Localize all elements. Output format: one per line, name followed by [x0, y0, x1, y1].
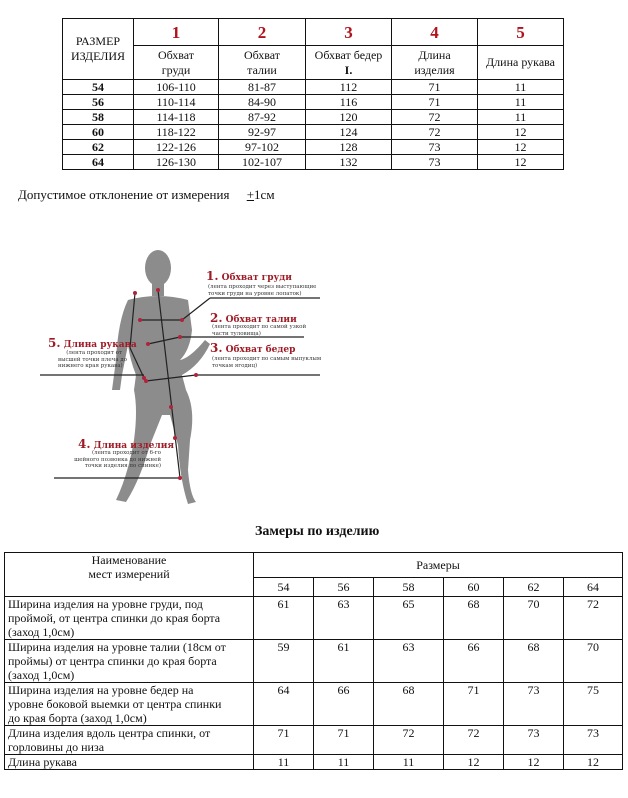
size-row: [63, 95, 564, 110]
size-cell: 114-118: [134, 110, 219, 125]
body-silhouette-diagram: [40, 240, 340, 515]
measurement-name-line: проймой, от центра спинки до края борта: [8, 611, 221, 625]
measurement-value: 72: [444, 726, 504, 755]
measurement-name-line: Ширина изделия на уровне бедер на: [8, 683, 194, 697]
column-number-1: 1: [134, 19, 219, 46]
measurement-value: 66: [314, 683, 374, 726]
column-header-sleeve: Длина рукава: [478, 46, 564, 80]
measurement-name-line: горловины до низа: [8, 740, 105, 754]
garment-measurements-table: [4, 552, 623, 770]
measurement-value: 12: [564, 755, 623, 770]
size-cell: 122-126: [134, 140, 219, 155]
size-row: [63, 125, 564, 140]
size-column-header: 58: [374, 578, 444, 597]
measurement-name: [5, 726, 254, 755]
measurement-name-line: Длина рукава: [8, 755, 77, 769]
measurement-name-line: (заход 1,0см): [8, 625, 75, 639]
measurement-name-line: уровне боковой выемки от центра спинки: [8, 697, 222, 711]
size-cell: 106-110: [134, 80, 219, 95]
size-cell: 124: [306, 125, 392, 140]
measurement-name-line: Ширина изделия на уровне талии (18см от: [8, 640, 226, 654]
measurement-value: 70: [504, 597, 564, 640]
measurement-value: 71: [314, 726, 374, 755]
size-cell: 73: [392, 140, 478, 155]
size-cell: 73: [392, 155, 478, 170]
callout-chest-title: 1. Обхват груди: [206, 269, 292, 283]
column-number-5: 5: [478, 19, 564, 46]
measurement-value: 68: [374, 683, 444, 726]
callout-chest-desc: (лента проходит через выступающие точки груди на уровне лопаток): [208, 284, 317, 297]
size-cell: 87-92: [219, 110, 306, 125]
size-cell: 81-87: [219, 80, 306, 95]
size-cell: 12: [478, 140, 564, 155]
size-cell: 128: [306, 140, 392, 155]
size-cell: 118-122: [134, 125, 219, 140]
size-cell: 11: [478, 110, 564, 125]
measurement-value: 11: [254, 755, 314, 770]
size-row: [63, 155, 564, 170]
measurement-value: 61: [314, 640, 374, 683]
measurement-row: [5, 683, 623, 726]
measurement-value: 12: [444, 755, 504, 770]
size-cell: 71: [392, 80, 478, 95]
tolerance-value: 1см: [254, 187, 275, 202]
size-cell: 97-102: [219, 140, 306, 155]
size-column-header: РАЗМЕР ИЗДЕЛИЯ: [63, 19, 134, 80]
measurement-value: 64: [254, 683, 314, 726]
measurement-name-line: проймы) от центра спинки до края борта: [8, 654, 217, 668]
measurement-value: 75: [564, 683, 623, 726]
measurement-value: 11: [374, 755, 444, 770]
measurement-name-line: Ширина изделия на уровне груди, под: [8, 597, 203, 611]
measurement-name: [5, 755, 254, 770]
section-title: Замеры по изделию: [255, 524, 380, 539]
measurement-row: [5, 726, 623, 755]
size-cell: 12: [478, 125, 564, 140]
callout-sleeve-title: 5. Длина рукава: [48, 336, 137, 350]
measurement-name-line: до края борта (заход 1,0см): [8, 711, 147, 725]
column-number-2: 2: [219, 19, 306, 46]
column-header-hips: Обхват бедер I.: [306, 46, 392, 80]
size-column-header: 56: [314, 578, 374, 597]
size-cell: 112: [306, 80, 392, 95]
size-column-header: 64: [564, 578, 623, 597]
callout-waist-desc: (лента проходит по самой узкой части туловища): [212, 324, 307, 337]
size-row: [63, 110, 564, 125]
size-cell: 120: [306, 110, 392, 125]
measurement-row: [5, 755, 623, 770]
size-cell: 132: [306, 155, 392, 170]
size-cell: 71: [392, 95, 478, 110]
measurement-value: 71: [444, 683, 504, 726]
measurement-value: 72: [564, 597, 623, 640]
size-chart-table: [62, 18, 564, 170]
size-value: 62: [63, 140, 134, 155]
size-cell: 92-97: [219, 125, 306, 140]
column-header-length: Длина изделия: [392, 46, 478, 80]
measurement-value: 70: [564, 640, 623, 683]
size-value: 56: [63, 95, 134, 110]
size-cell: 72: [392, 125, 478, 140]
size-cell: 110-114: [134, 95, 219, 110]
measurement-name-header: Наименование мест измерений: [5, 553, 254, 597]
measurement-value: 73: [504, 726, 564, 755]
measurement-value: 72: [374, 726, 444, 755]
callout-hips-title: 3. Обхват бедер: [210, 341, 296, 355]
size-cell: 84-90: [219, 95, 306, 110]
size-cell: 102-107: [219, 155, 306, 170]
measurement-name: [5, 683, 254, 726]
size-cell: 116: [306, 95, 392, 110]
measurement-value: 12: [504, 755, 564, 770]
tolerance-label: Допустимое отклонение от измерения: [18, 187, 230, 202]
measurement-name: [5, 597, 254, 640]
size-row: [63, 140, 564, 155]
callout-sleeve-desc: (лента проходит от высшей точки плеча до нижнего края рукава): [58, 350, 127, 369]
callout-length-title: 4. Длина изделия: [78, 437, 175, 451]
column-header-waist: Обхват талии: [219, 46, 306, 80]
size-cell: 12: [478, 155, 564, 170]
size-value: 60: [63, 125, 134, 140]
measurement-value: 73: [564, 726, 623, 755]
measurement-name-line: Длина изделия вдоль центра спинки, от: [8, 726, 211, 740]
size-cell: 72: [392, 110, 478, 125]
size-column-header: 60: [444, 578, 504, 597]
measurement-value: 66: [444, 640, 504, 683]
measurement-name-line: (заход 1,0см): [8, 668, 75, 682]
measurement-value: 71: [254, 726, 314, 755]
callout-length-desc: (лента проходит от 6-го шейного позвонка до нижней точки изделия по спинке): [74, 450, 161, 469]
size-cell: 11: [478, 95, 564, 110]
measurement-value: 65: [374, 597, 444, 640]
size-value: 58: [63, 110, 134, 125]
measurement-value: 68: [504, 640, 564, 683]
plus-minus-sign: +: [246, 187, 255, 202]
size-column-header: 62: [504, 578, 564, 597]
measurement-row: [5, 640, 623, 683]
measurement-value: 68: [444, 597, 504, 640]
tolerance-note: [18, 187, 275, 203]
size-column-header: 54: [254, 578, 314, 597]
measurement-value: 63: [314, 597, 374, 640]
size-cell: 126-130: [134, 155, 219, 170]
sizes-header: Размеры: [254, 553, 623, 578]
size-value: 64: [63, 155, 134, 170]
callout-waist-title: 2. Обхват талии: [210, 311, 297, 325]
column-number-4: 4: [392, 19, 478, 46]
size-row: [63, 80, 564, 95]
measurement-value: 59: [254, 640, 314, 683]
measurement-value: 63: [374, 640, 444, 683]
measurement-row: [5, 597, 623, 640]
measurement-value: 61: [254, 597, 314, 640]
column-header-chest: Обхват груди: [134, 46, 219, 80]
measurement-value: 73: [504, 683, 564, 726]
column-number-3: 3: [306, 19, 392, 46]
callout-hips-desc: (лента проходит по самым выпуклым точкам ягодиц): [212, 356, 322, 369]
measurement-value: 11: [314, 755, 374, 770]
measurement-figure: [40, 240, 340, 515]
measurement-name: [5, 640, 254, 683]
size-cell: 11: [478, 80, 564, 95]
size-value: 54: [63, 80, 134, 95]
